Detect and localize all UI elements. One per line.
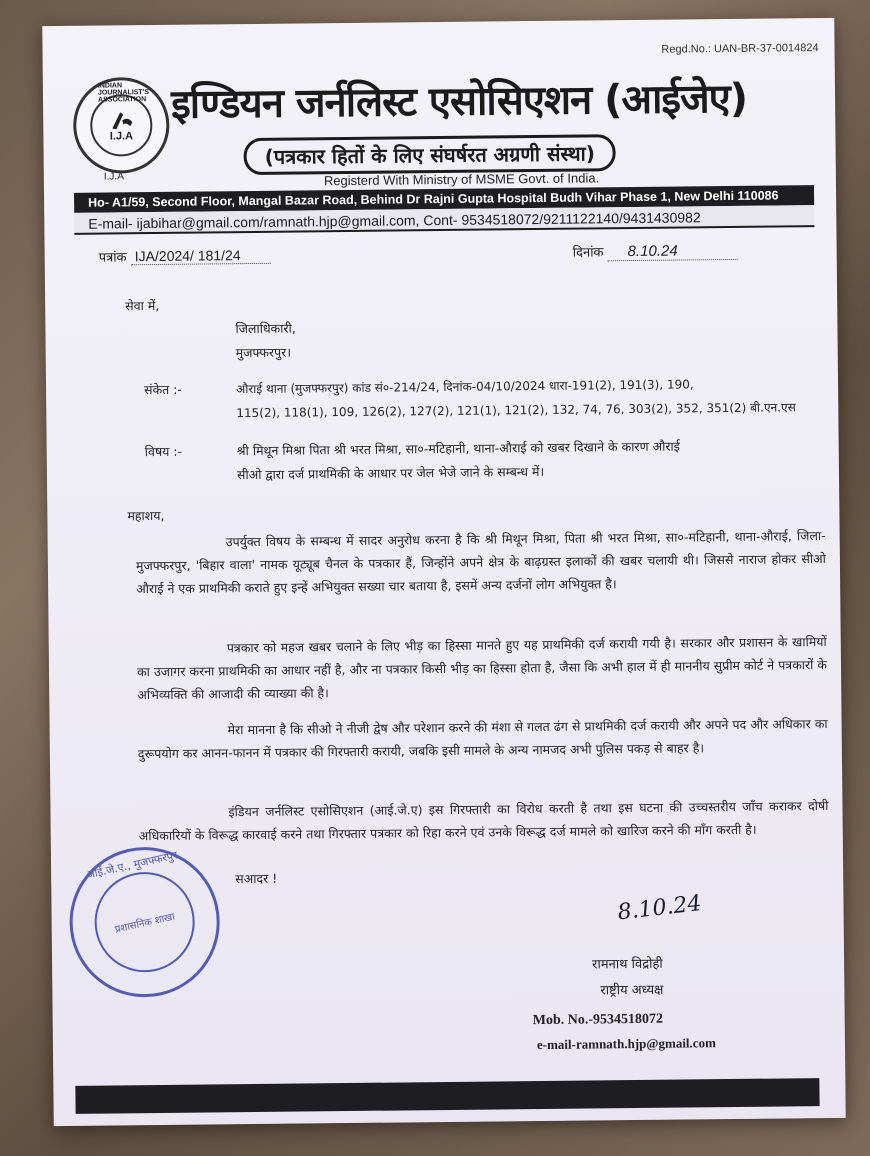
logo-ring-text: INDIAN JOURNALIST'S ASSOCIATION (97, 82, 150, 104)
salutation: महाशय, (127, 507, 165, 524)
seva-me: सेवा में, (125, 297, 160, 314)
organization-name: इण्डियन जर्नलिस्ट एसोसिएशन (आईजेए) (170, 75, 748, 128)
signatory-name: रामनाथ विद्रोही (592, 956, 663, 973)
vishay-line1: श्री मिथून मिश्रा पिता श्री भरत मिश्रा, सा०-मटिहानी, थाना-औराई को खबर दिखाने के कारण औराई (236, 438, 680, 459)
sanket-label: संकेत :- (143, 381, 183, 398)
organization-tagline: (पत्रकार हितों के लिए संघर्षरत अग्रणी संस्था) (243, 134, 616, 175)
stamp-center (85, 862, 204, 981)
closing: सआदर ! (235, 870, 278, 887)
office-stamp (55, 833, 234, 1012)
sanket-line1: औराई थाना (मुजफ्फरपुर) कांड सं०-214/24, दिनांक-04/10/2024 धारा-191(2), 191(3), 190, (236, 377, 694, 397)
signatory-mobile: Mob. No.-9534518072 (532, 1011, 664, 1029)
sanket-line2: 115(2), 118(1), 109, 126(2), 127(2), 121(1), 121(2), 132, 74, 76, 303(2), 352, 351(2) बी.एन.एस (236, 400, 796, 421)
registration-note: Registerd With Ministry of MSME Govt. of India. (323, 170, 600, 189)
dinank-label: दिनांक (572, 245, 604, 261)
body-paragraph-2: पत्रकार को महज खबर चलाने के लिए भीड़ का हिस्सा मानते हुए यह प्राथमिकी दर्ज करायी गयी है। सरकार और प्रशासन के खामियों का उजागर करना प्राथमिकी का आधार नहीं है, और ना पत्रकार किसी भीड़ का हिस्सा होता है, जैसा कि अभी हाल में ही माननीय सुप्रीम कोर्ट ने पत्रकारों के अभिव्यक्ति की आजादी की व्याख्या की है। (136, 633, 828, 703)
logo-caption: I.J.A (103, 171, 124, 183)
signatory-email: e-mail-ramnath.hjp@gmail.com (536, 1035, 716, 1053)
signatory-title: राष्ट्रीय अध्यक्ष (600, 982, 664, 999)
reference-number (99, 246, 271, 266)
handwritten-signature: 8.10.24 (616, 891, 703, 926)
ija-logo (73, 77, 170, 174)
body-paragraph-3: मेरा मानना है कि सीओ ने नीजी द्वेष और परेशान करने की मंशा से गलत ढंग से प्राथमिकी दर्ज करायी और अपने पद और अधिकार का दुरूपयोग कर आनन-फानन में पत्रकार की गिरफ्तारी करायी, जबकि इसी मामले के अन्य नामजद अभी पुलिस पकड़ से बाहर है। (137, 715, 828, 762)
stamp-inner-text: प्रशासनिक शाखा (114, 911, 176, 936)
addressee-line2: मुजफ्फरपुर। (235, 344, 292, 361)
vishay-line2: सीओ द्वारा दर्ज प्राथमिकी के आधार पर जेल भेजे जाने के सम्बन्ध में। (236, 463, 545, 483)
pen-hand-icon (108, 108, 134, 130)
stamp-ring-text: आई.जे.ए., मुजफ्फरपुर (85, 848, 179, 882)
contact-bar: E-mail- ijabihar@gmail.com/ramnath.hjp@gmail.com, Cont- 9534518072/9211122140/9431430982 (74, 205, 814, 235)
letter-date (573, 241, 738, 261)
dinank-value: 8.10.24 (608, 242, 738, 261)
registration-number: Regd.No.: UAN-BR-37-0014824 (661, 42, 819, 56)
logo-abbrev: I.J.A (109, 130, 134, 143)
body-paragraph-1: उपर्युक्त विषय के सम्बन्ध में सादर अनुरोध करना है कि श्री मिथून मिश्रा, पिता श्री भरत मिश्रा, सा०-मटिहानी, थाना-औराई, जिला-मुजफ्फरपुर, 'बिहार वाला' नामक यूट्यूब चैनल के पत्रकार हैं, जिन्होंने अपने क्षेत्र के बाढ़ग्रस्त इलाकों की खबर चलायी थी। जिससे नाराज होकर सीओ औराई ने एक प्राथमिकी कराते हुए इन्हें अभियुक्त सख्या चार बताया है, इसमें अन्य दर्जनों लोग अभियुक्त है। (135, 528, 826, 597)
body-paragraph-4: इंडियन जर्नलिस्ट एसोसिएशन (आई.जे.ए) इस गिरफ्तारी का विरोध करती है तथा इस घटना की उच्चस्तरीय जाँच कराकर दोषी अधिकारियों के विरूद्ध कारवाई करने तथा गिरफ्तार पत्रकार को रिहा करने एवं उनके विरूद्ध दर्ज मामले को खारिज करने की माँग करती है। (138, 797, 829, 844)
letter-paper (42, 18, 845, 1126)
addressee-line1: जिलाधिकारी, (235, 320, 296, 337)
footer-bar (75, 1078, 819, 1114)
address-bar: Ho- A1/59, Second Floor, Mangal Bazar Road, Behind Dr Rajni Gupta Hospital Budh Vihar Phase 1, New Delhi 110086 (74, 185, 814, 213)
vishay-label: विषय :- (144, 443, 183, 460)
patrank-value: IJA/2024/ 181/24 (131, 247, 271, 265)
patrank-label: पत्रांक (98, 250, 127, 266)
